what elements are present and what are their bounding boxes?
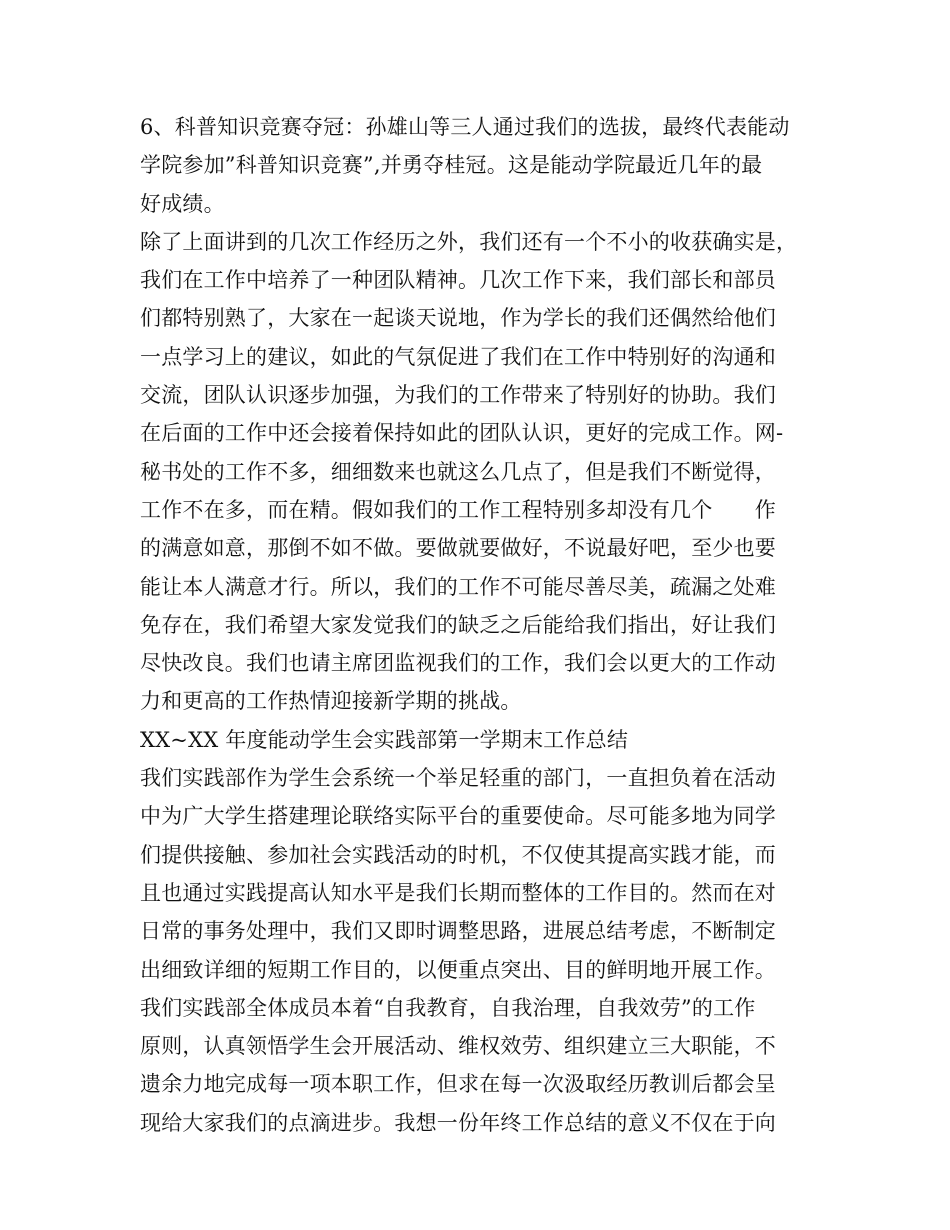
text-line: 学院参加”科普知识竞赛”,并勇夺桂冠。这是能动学院最近几年的最 [140,153,763,178]
text-line: 们都特别熟了，大家在一起谈天说地，作为学长的我们还偶然给他们 [140,306,776,331]
text-line: 秘书处的工作不多，细细数来也就这么几点了，但是我们不断觉得， [140,459,776,484]
text-line: 的满意如意，那倒不如不做。要做就要做好，不说最好吧，至少也要 [140,536,776,561]
document-page [140,112,820,1146]
text-line: 6、科普知识竞赛夺冠：孙雄山等三人通过我们的选拔，最终代表能动 [140,115,790,139]
text-line: 现给大家我们的点滴进步。我想一份年终工作总结的意义不仅在于向 [140,1110,776,1135]
text-line: 交流，团队认识逐步加强，为我们的工作带来了特别好的协助。我们 [140,383,776,408]
text-line: 遗余力地完成每一项本职工作，但求在每一次汲取经历教训后都会呈 [140,1072,776,1097]
text-line: 能让本人满意才行。所以，我们的工作不可能尽善尽美，疏漏之处难 [140,574,776,599]
text-line: 我们实践部作为学生会系统一个举足轻重的部门，一直担负着在活动 [140,766,776,791]
text-line: 一点学习上的建议，如此的气氛促进了我们在工作中特别好的沟通和 [140,344,776,369]
text-line: 好成绩。 [140,191,225,216]
text-line: 且也通过实践提高认知水平是我们长期而整体的工作目的。然而在对 [140,880,776,905]
text-line: 尽快改良。我们也请主席团监视我们的工作，我们会以更大的工作动 [140,651,776,676]
text-line: 除了上面讲到的几次工作经历之外，我们还有一个不小的收获确实是， [140,229,798,254]
text-line: 我们在工作中培养了一种团队精神。几次工作下来，我们部长和部员 [140,268,776,293]
text-line: 在后面的工作中还会接着保持如此的团队认识，更好的完成工作。网- [140,421,784,446]
text-line: 力和更高的工作热情迎接新学期的挑战。 [140,689,522,714]
text-line: 们提供接触、参加社会实践活动的时机，不仅使其提高实践才能，而 [140,842,776,867]
text-line: 出细致详细的短期工作目的，以便重点突出、目的鲜明地开展工作。 [140,957,776,982]
text-line: 我们实践部全体成员本着“自我教育，自我治理，自我效劳”的工作 [140,995,756,1020]
text-line: 原则，认真领悟学生会开展活动、维权效劳、组织建立三大职能，不 [140,1034,776,1059]
text-line: 工作不在多，而在精。假如我们的工作工程特别多却没有几个 作 [140,497,776,522]
section-heading: XX~XX 年度能动学生会实践部第一学期末工作总结 [140,727,629,752]
text-line: 免存在，我们希望大家发觉我们的缺乏之后能给我们指出，好让我们 [140,612,776,637]
text-line: 中为广大学生搭建理论联络实际平台的重要使命。尽可能多地为同学 [140,804,776,829]
text-line: 日常的事务处理中，我们又即时调整思路，进展总结考虑，不断制定 [140,919,776,944]
